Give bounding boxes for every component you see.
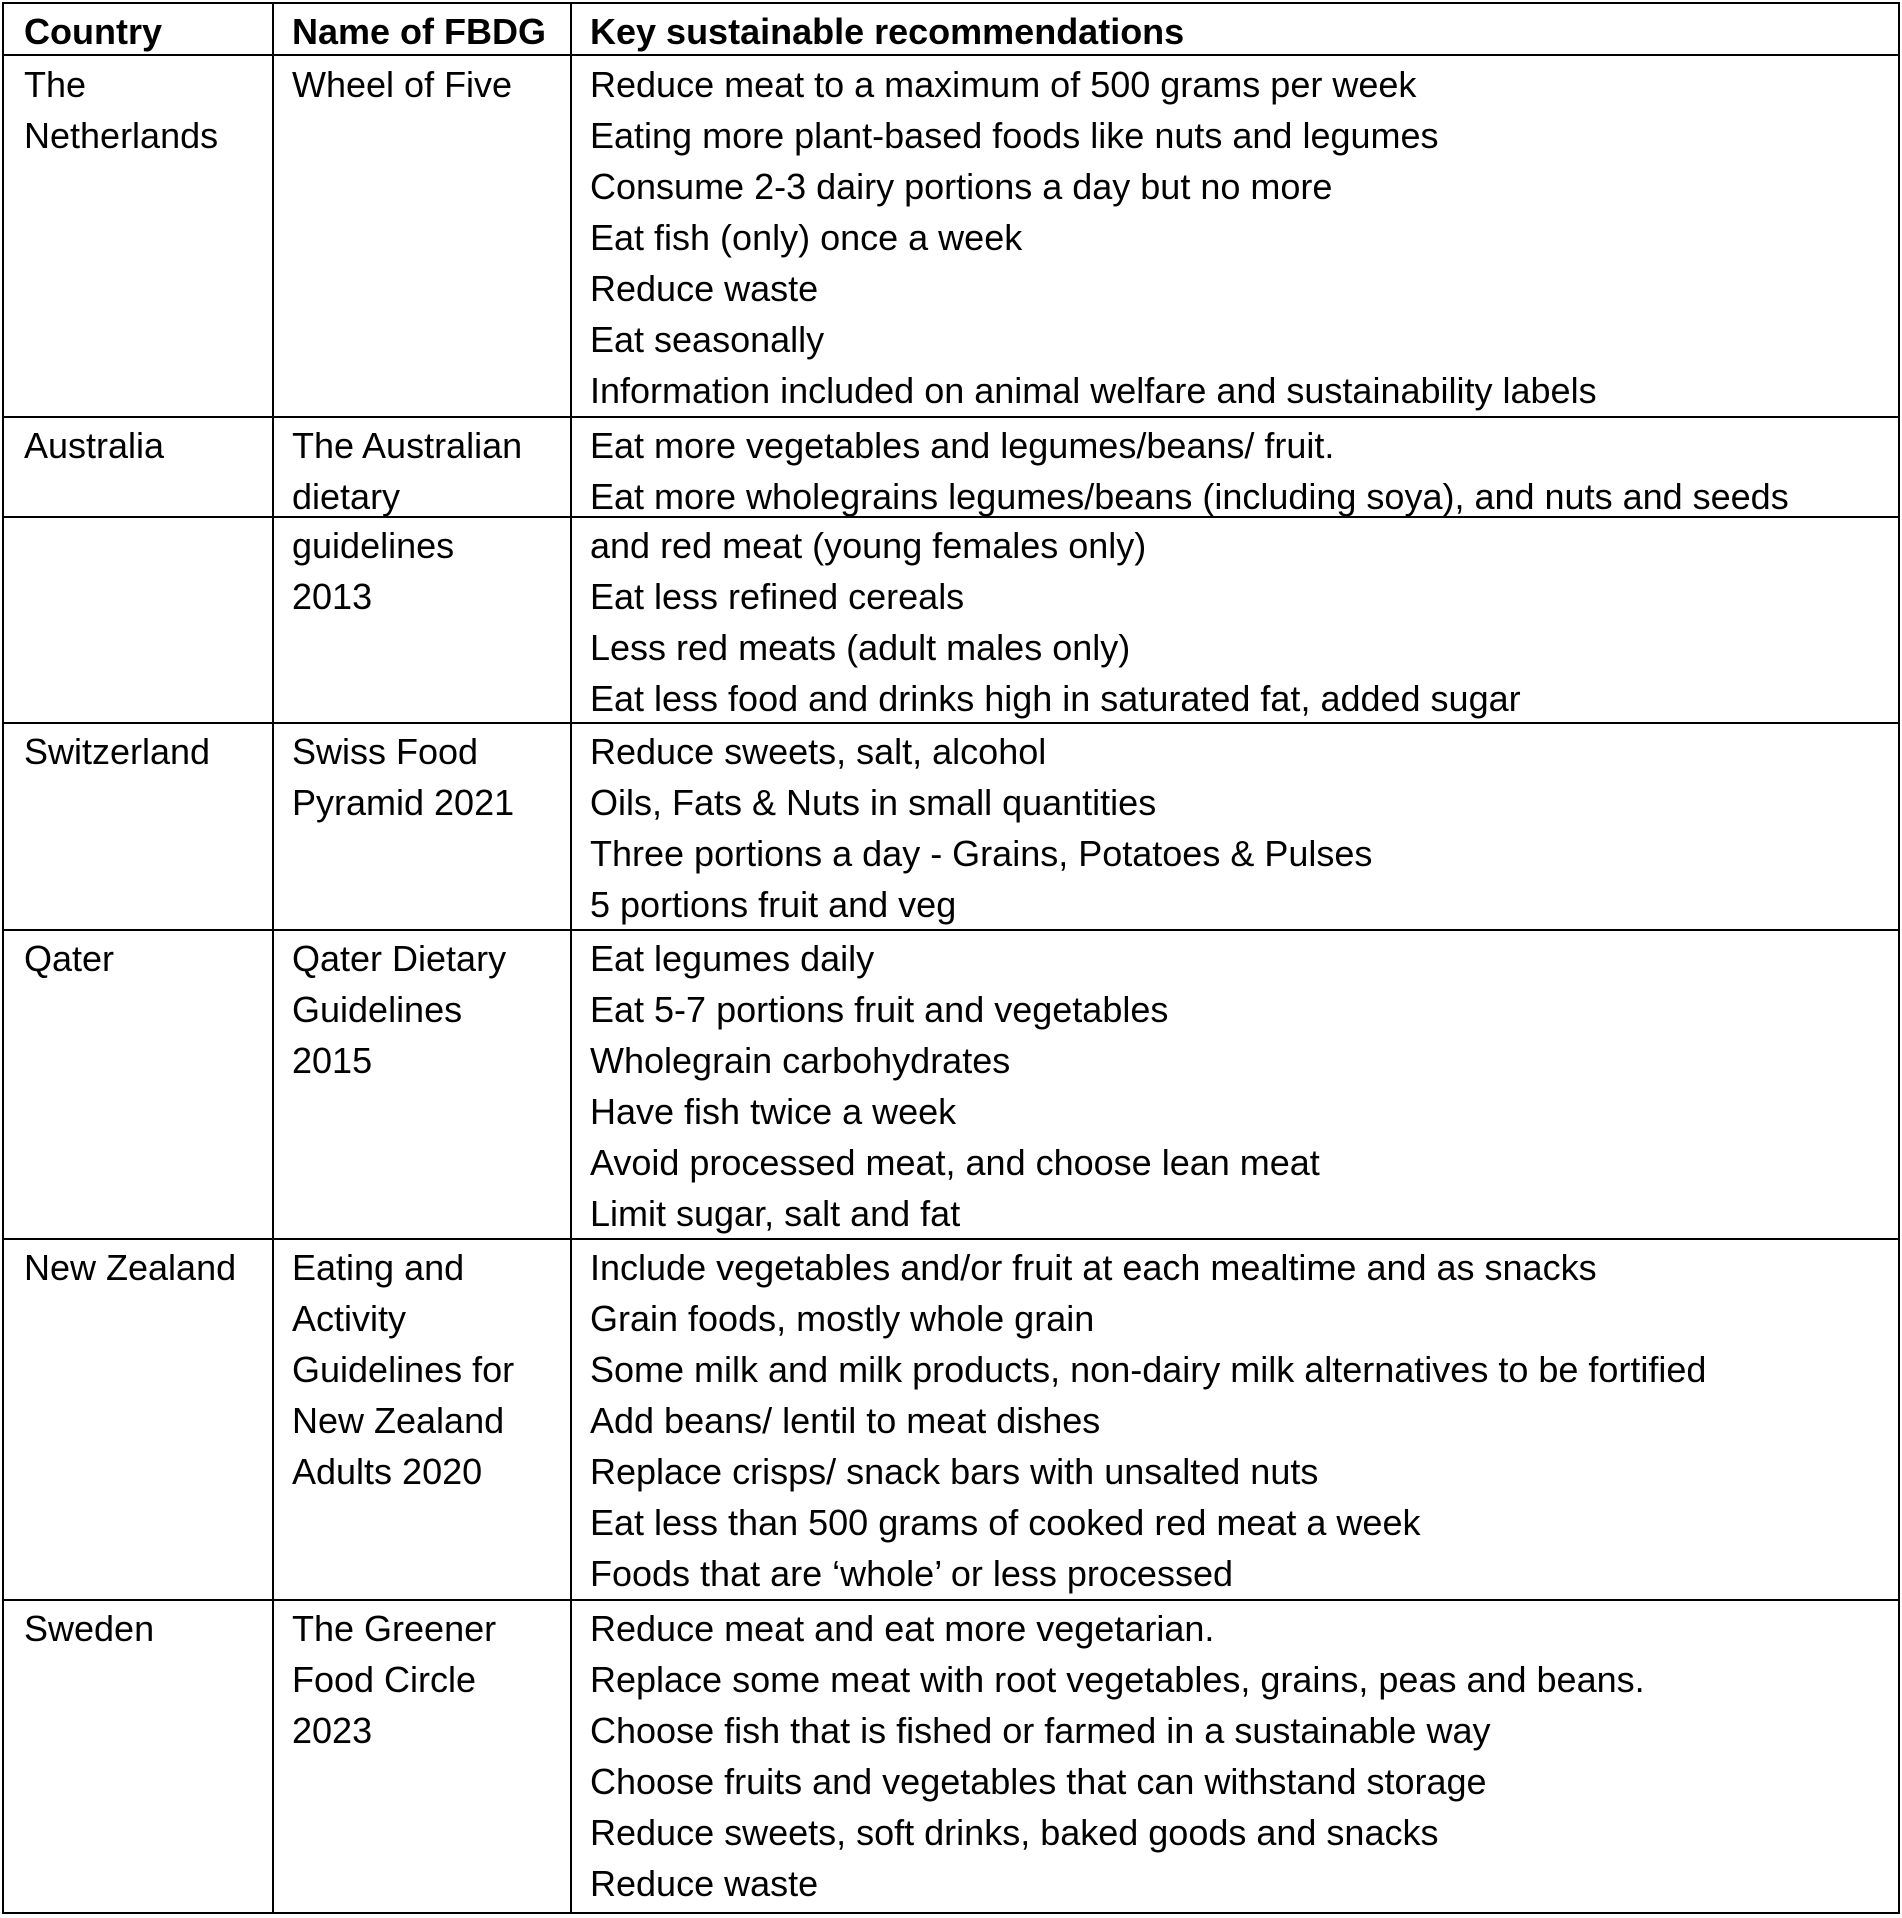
fbdg-name-cell bbox=[292, 420, 522, 522]
country-line: The bbox=[24, 64, 87, 105]
recommendation-item: Replace some meat with root vegetables, grains, peas and beans. bbox=[590, 1659, 1645, 1700]
recommendation-item: Choose fruits and vegetables that can withstand storage bbox=[590, 1761, 1487, 1802]
recommendation-item: Reduce sweets, salt, alcohol bbox=[590, 731, 1047, 772]
recommendation-item: Wholegrain carbohydrates bbox=[590, 1040, 1011, 1081]
country-line: Australia bbox=[24, 425, 165, 466]
fbdg-name-line: New Zealand bbox=[292, 1400, 505, 1441]
recommendation-item: Reduce waste bbox=[590, 1863, 819, 1904]
fbdg-name-cell bbox=[292, 59, 512, 110]
fbdg-name-line: Pyramid 2021 bbox=[292, 782, 515, 823]
recommendation-item: Replace crisps/ snack bars with unsalted nuts bbox=[590, 1451, 1319, 1492]
country-line: New Zealand bbox=[24, 1247, 237, 1288]
recommendation-item: Reduce waste bbox=[590, 268, 819, 309]
fbdg-table bbox=[2, 2, 1900, 1914]
country-cell bbox=[24, 59, 218, 161]
country-line: Sweden bbox=[24, 1608, 155, 1649]
country-line: Switzerland bbox=[24, 731, 211, 772]
fbdg-name-line: Swiss Food bbox=[292, 731, 479, 772]
recommendation-item: Consume 2-3 dairy portions a day but no more bbox=[590, 166, 1333, 207]
country-line: Qater bbox=[24, 938, 115, 979]
grid-line-bottom bbox=[2, 1912, 1900, 1914]
recommendation-item: Eating more plant-based foods like nuts and legumes bbox=[590, 115, 1439, 156]
recommendation-item: Eat seasonally bbox=[590, 319, 825, 360]
fbdg-name-line: Food Circle bbox=[292, 1659, 477, 1700]
grid-line-left bbox=[2, 2, 4, 1914]
recommendation-item: Eat less food and drinks high in saturated fat, added sugar bbox=[590, 678, 1521, 719]
country-cell bbox=[24, 933, 114, 984]
recommendations-cell bbox=[590, 1603, 1645, 1909]
recommendation-item: Foods that are ‘whole’ or less processed bbox=[590, 1553, 1233, 1594]
recommendation-item: Reduce meat to a maximum of 500 grams per week bbox=[590, 64, 1417, 105]
fbdg-name-line: Wheel of Five bbox=[292, 64, 513, 105]
recommendation-item: Limit sugar, salt and fat bbox=[590, 1193, 961, 1234]
recommendation-item: Grain foods, mostly whole grain bbox=[590, 1298, 1095, 1339]
grid-line-col2 bbox=[570, 2, 572, 1914]
fbdg-name-cell bbox=[292, 726, 514, 828]
fbdg-name-line: Activity bbox=[292, 1298, 407, 1339]
recommendation-item: Choose fish that is fished or farmed in a sustainable way bbox=[590, 1710, 1491, 1751]
country-cell bbox=[24, 420, 164, 471]
fbdg-name-line: 2023 bbox=[292, 1710, 373, 1751]
fbdg-name-line: 2013 bbox=[292, 576, 373, 617]
fbdg-name-cell bbox=[292, 933, 506, 1086]
fbdg-name-line: guidelines bbox=[292, 525, 455, 566]
recommendations-cell bbox=[590, 933, 1320, 1239]
recommendation-item: Reduce meat and eat more vegetarian. bbox=[590, 1608, 1215, 1649]
grid-line-row6 bbox=[2, 1599, 1900, 1601]
recommendation-item: Avoid processed meat, and choose lean meat bbox=[590, 1142, 1320, 1183]
recommendations-cell bbox=[590, 520, 1521, 724]
recommendation-item: Reduce sweets, soft drinks, baked goods and snacks bbox=[590, 1812, 1439, 1853]
recommendations-cell bbox=[590, 59, 1597, 416]
recommendation-item: Three portions a day - Grains, Potatoes & Pulses bbox=[590, 833, 1373, 874]
recommendation-item: Eat more wholegrains legumes/beans (including soya), and nuts and seeds bbox=[590, 476, 1789, 517]
fbdg-name-line: The Australian bbox=[292, 425, 523, 466]
recommendation-item: Less red meats (adult males only) bbox=[590, 627, 1131, 668]
recommendation-item: and red meat (young females only) bbox=[590, 525, 1147, 566]
country-cell bbox=[24, 1603, 154, 1654]
header-fbdg-name: Name of FBDG bbox=[292, 11, 547, 52]
fbdg-name-cell bbox=[292, 1242, 514, 1497]
recommendation-item: Have fish twice a week bbox=[590, 1091, 957, 1132]
grid-line-right bbox=[1898, 2, 1900, 1914]
recommendation-item: Some milk and milk products, non-dairy milk alternatives to be fortified bbox=[590, 1349, 1707, 1390]
recommendation-item: Eat fish (only) once a week bbox=[590, 217, 1023, 258]
recommendations-cell bbox=[590, 420, 1789, 522]
grid-line-col1 bbox=[272, 2, 274, 1914]
fbdg-name-cell bbox=[292, 1603, 496, 1756]
recommendations-cell bbox=[590, 1242, 1706, 1599]
fbdg-name-line: dietary bbox=[292, 476, 401, 517]
fbdg-name-cell bbox=[292, 520, 454, 622]
recommendation-item: Eat more vegetables and legumes/beans/ fruit. bbox=[590, 425, 1335, 466]
recommendation-item: Information included on animal welfare and sustainability labels bbox=[590, 370, 1597, 411]
fbdg-name-line: 2015 bbox=[292, 1040, 373, 1081]
country-cell bbox=[24, 726, 210, 777]
recommendation-item: Eat less than 500 grams of cooked red meat a week bbox=[590, 1502, 1421, 1543]
recommendation-item: Eat legumes daily bbox=[590, 938, 875, 979]
recommendation-item: Include vegetables and/or fruit at each mealtime and as snacks bbox=[590, 1247, 1597, 1288]
recommendation-item: Eat 5-7 portions fruit and vegetables bbox=[590, 989, 1169, 1030]
recommendation-item: Add beans/ lentil to meat dishes bbox=[590, 1400, 1101, 1441]
fbdg-name-line: Guidelines for bbox=[292, 1349, 515, 1390]
fbdg-name-line: The Greener bbox=[292, 1608, 497, 1649]
recommendation-item: Eat less refined cereals bbox=[590, 576, 965, 617]
recommendations-cell bbox=[590, 726, 1372, 930]
grid-line-top bbox=[2, 2, 1900, 4]
grid-line-row1 bbox=[2, 416, 1900, 418]
fbdg-name-line: Guidelines bbox=[292, 989, 463, 1030]
fbdg-name-line: Adults 2020 bbox=[292, 1451, 483, 1492]
country-cell bbox=[24, 1242, 236, 1293]
header-recommendations: Key sustainable recommendations bbox=[590, 11, 1185, 52]
recommendation-item: Oils, Fats & Nuts in small quantities bbox=[590, 782, 1157, 823]
fbdg-name-line: Qater Dietary bbox=[292, 938, 507, 979]
country-line: Netherlands bbox=[24, 115, 219, 156]
fbdg-name-line: Eating and bbox=[292, 1247, 465, 1288]
recommendation-item: 5 portions fruit and veg bbox=[590, 884, 957, 925]
header-country: Country bbox=[24, 11, 162, 52]
